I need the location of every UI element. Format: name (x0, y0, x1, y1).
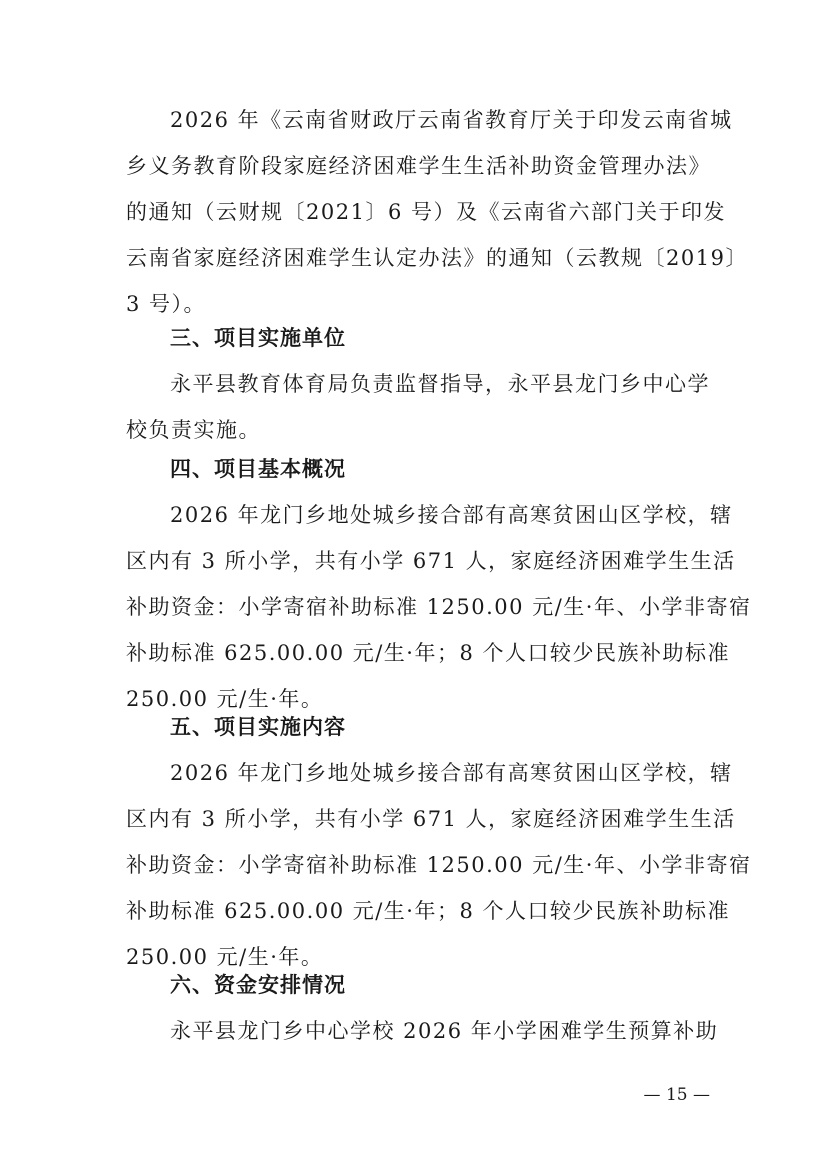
paragraph-line: 250.00 元/生·年。 (126, 945, 324, 969)
section-heading: 三、项目实施单位 (170, 326, 346, 350)
paragraph-line: 永平县教育体育局负责监督指导，永平县龙门乡中心学 (170, 372, 710, 396)
paragraph-line: 250.00 元/生·年。 (126, 687, 324, 711)
section-heading: 六、资金安排情况 (170, 973, 346, 997)
paragraph-line: 的通知（云财规〔2021〕6 号）及《云南省六部门关于印发 (126, 200, 726, 224)
paragraph-line: 补助资金：小学寄宿补助标准 1250.00 元/生·年、小学非寄宿 (126, 853, 752, 877)
policy-basis-paragraph (126, 104, 748, 334)
section-funding-arrangement (126, 969, 719, 1061)
page-number: — 15 — (643, 1085, 710, 1105)
section-implementation-content (126, 711, 752, 987)
paragraph-line: 2026 年龙门乡地处城乡接合部有高寒贫困山区学校，辖 (170, 503, 733, 527)
paragraph-line: 补助标准 625.00.00 元/生·年；8 个人口较少民族补助标准 (126, 899, 731, 923)
section-basic-overview (126, 453, 752, 729)
paragraph-line: 校负责实施。 (126, 418, 261, 442)
paragraph-line: 永平县龙门乡中心学校 2026 年小学困难学生预算补助 (170, 1019, 719, 1043)
paragraph-line: 区内有 3 所小学，共有小学 671 人，家庭经济困难学生生活 (126, 807, 736, 831)
section-heading: 五、项目实施内容 (170, 715, 346, 739)
paragraph-line: 3 号）。 (126, 292, 207, 316)
paragraph-line: 补助标准 625.00.00 元/生·年；8 个人口较少民族补助标准 (126, 641, 731, 665)
section-heading: 四、项目基本概况 (170, 457, 346, 481)
paragraph-line: 乡义务教育阶段家庭经济困难学生生活补助资金管理办法》 (126, 154, 711, 178)
paragraph-line: 区内有 3 所小学，共有小学 671 人，家庭经济困难学生生活 (126, 549, 736, 573)
paragraph-line: 2026 年《云南省财政厅云南省教育厅关于印发云南省城 (170, 108, 733, 132)
paragraph-line: 2026 年龙门乡地处城乡接合部有高寒贫困山区学校，辖 (170, 761, 733, 785)
paragraph-line: 云南省家庭经济困难学生认定办法》的通知（云教规〔2019〕 (126, 246, 748, 270)
section-implementing-unit (126, 322, 710, 460)
paragraph-line: 补助资金：小学寄宿补助标准 1250.00 元/生·年、小学非寄宿 (126, 595, 752, 619)
